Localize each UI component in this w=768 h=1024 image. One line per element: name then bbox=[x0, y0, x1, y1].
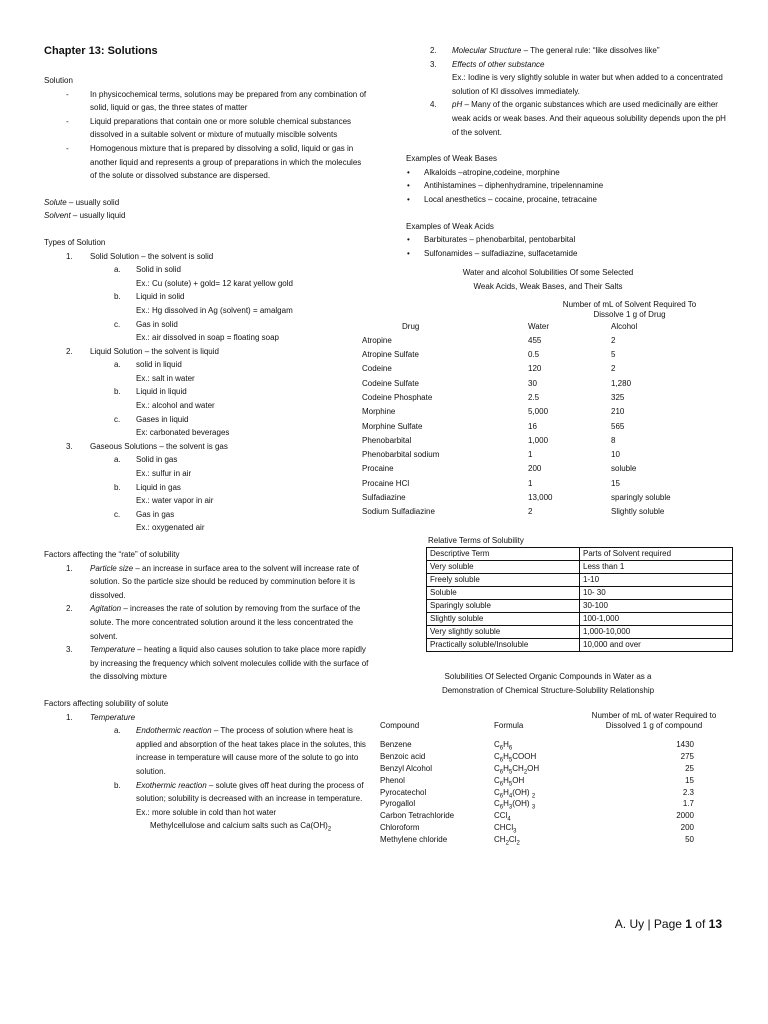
alcohol-cell: 210 bbox=[611, 407, 625, 417]
solution-list bbox=[44, 88, 369, 183]
table-row bbox=[362, 362, 731, 376]
drug-name-cell: Atropine Sulfate bbox=[362, 350, 419, 360]
right-column bbox=[362, 44, 734, 846]
column-header: Drug bbox=[402, 321, 420, 331]
ml-cell: 25 bbox=[685, 764, 694, 774]
list-item: 1. Particle size – an increase in surface area to the solvent will increase rate of solution. So the particle size should be reduced by comminution before it is dissolved. bbox=[66, 563, 360, 600]
list-item: 1. Temperature a. Endothermic reaction – The process of solution where heat is applied and absorption of the heat takes place in the solutes, this increase in temperature will cause more of the solute to go into solution. b. Exothermic reaction – solute gives off heat during the process of solution; solubility is decreased with an increase in temperature. Ex.: more soluble in cold than hot water Methylcellulose and calcium salts such as $Ca(OH)_2$ bbox=[44, 711, 369, 838]
organic-table-title: Solubilities Of Selected Organic Compounds in Water as a Demonstration of Chemical Structure-Solubility Relationship bbox=[441, 672, 655, 695]
drug-name-cell: Codeine bbox=[362, 364, 392, 374]
weak-acids-heading: Examples of Weak Acids bbox=[406, 221, 494, 231]
ml-cell: 2.3 bbox=[682, 787, 694, 797]
list-item: b. Liquid in gas Ex.: water vapor in air bbox=[114, 482, 214, 506]
page-footer: A. Uy | Page 1 of 13 bbox=[614, 917, 722, 931]
formula-cell: $CH_2Cl_2$ bbox=[494, 834, 520, 847]
table-row bbox=[362, 775, 734, 787]
water-cell: 13,000 bbox=[528, 493, 553, 503]
drug-name-cell: Sulfadiazine bbox=[362, 493, 406, 503]
parts-cell: 100-1,000 bbox=[580, 613, 733, 626]
list-item: a. Solid in solid Ex.: Cu (solute) + gold= 12 karat yellow gold bbox=[114, 265, 293, 288]
formula-cell: $C_6H_6$ bbox=[494, 740, 513, 753]
water-cell: 2 bbox=[528, 507, 533, 517]
column-header: Parts of Solvent required bbox=[580, 548, 733, 561]
drug-name-cell: Morphine bbox=[362, 407, 396, 417]
compound-cell: Methylene chloride bbox=[380, 834, 448, 844]
column-header: Descriptive Term bbox=[427, 548, 580, 561]
formula-cell: $C_6H_4(OH)$ $_2$ bbox=[494, 787, 536, 800]
compound-cell: Benzoic acid bbox=[380, 752, 426, 762]
relative-terms-title: Relative Terms of Solubility bbox=[428, 535, 524, 545]
drug-name-cell: Phenobarbital sodium bbox=[362, 450, 440, 460]
ml-cell: 15 bbox=[685, 775, 694, 785]
types-heading: Types of Solution bbox=[44, 237, 106, 247]
alcohol-cell: 325 bbox=[611, 392, 625, 402]
water-cell: 0.5 bbox=[528, 350, 540, 360]
parts-cell: 10- 30 bbox=[580, 587, 733, 600]
alcohol-cell: 1,280 bbox=[611, 378, 632, 388]
compound-cell: Benzene bbox=[380, 740, 412, 750]
compound-cell: Carbon Tetrachloride bbox=[380, 811, 455, 821]
solute-factors-list bbox=[44, 711, 369, 838]
alcohol-cell: 8 bbox=[611, 435, 616, 445]
list-item: - Homogenous mixture that is prepared by dissolving a solid, liquid or gas in another liquid and represents a group of preparations in which the molecules of the solute or dissolved substance are dispersed. bbox=[44, 142, 369, 183]
ml-cell: 1.7 bbox=[682, 799, 694, 809]
term-cell: Freely soluble bbox=[427, 574, 580, 587]
water-cell: 5,000 bbox=[528, 407, 549, 417]
term-cell: Practically soluble/Insoluble bbox=[427, 639, 580, 652]
list-item: 3. Effects of other substance Ex.: Iodine is very slightly soluble in water but when added to a concentrated solution of KI dissolves immediately. bbox=[430, 59, 723, 96]
alcohol-cell: sparingly soluble bbox=[611, 493, 671, 503]
compound-cell: Benzyl Alcohol bbox=[380, 764, 433, 774]
compound-cell: Phenol bbox=[380, 775, 405, 785]
table-row bbox=[362, 491, 731, 505]
table-row bbox=[362, 763, 734, 775]
alcohol-cell: 565 bbox=[611, 421, 625, 431]
ex-line-2: Methylcellulose and calcium salts such as $Ca(OH)_2$ bbox=[150, 821, 332, 833]
list-item: • Alkaloids –atropine,codeine, morphine bbox=[362, 166, 734, 180]
list-item: • Antihistamines – diphenhydramine, tripelennamine bbox=[362, 179, 734, 193]
solute-factors-continued bbox=[362, 44, 734, 139]
list-item: c. Gas in solid Ex.: air dissolved in soap = floating soap bbox=[114, 319, 279, 343]
list-item: 2. Molecular Structure – The general rule: “like dissolves like” bbox=[430, 46, 660, 55]
table-row bbox=[362, 348, 731, 362]
water-cell: 455 bbox=[528, 335, 542, 345]
solvent-definition: Solvent – usually liquid bbox=[44, 211, 126, 221]
table-row bbox=[427, 639, 733, 652]
formula-cell: $C_6H_5COOH$ bbox=[494, 752, 537, 764]
formula-cell: CHCl$_3$ bbox=[494, 823, 517, 835]
alcohol-cell: 15 bbox=[611, 478, 620, 488]
alcohol-cell: 5 bbox=[611, 350, 616, 360]
list-item: a. solid in liquid Ex.: salt in water bbox=[114, 360, 195, 383]
parts-cell: 10,000 and over bbox=[580, 639, 733, 652]
term-cell: Very slightly soluble bbox=[427, 626, 580, 639]
relative-terms-table bbox=[426, 547, 733, 652]
table-row bbox=[362, 448, 731, 462]
weak-acids-list bbox=[362, 233, 734, 260]
water-cell: 16 bbox=[528, 421, 537, 431]
alcohol-cell: 2 bbox=[611, 364, 616, 374]
table-row bbox=[362, 405, 731, 419]
table-row bbox=[362, 391, 731, 405]
table-row bbox=[362, 822, 734, 834]
formula-cell: CCl$_4$ bbox=[494, 811, 511, 823]
rate-heading: Factors affecting the “rate” of solubility bbox=[44, 550, 180, 559]
water-cell: 1 bbox=[528, 478, 533, 488]
term-cell: Sparingly soluble bbox=[427, 600, 580, 613]
formula-cell: $C_6H_3(OH)$ $_3$ bbox=[494, 799, 536, 812]
ml-cell: 275 bbox=[680, 752, 694, 762]
drug-table-title: Water and alcohol Solubilities Of some Selected Weak Acids, Weak Bases, and Their Salts bbox=[462, 268, 634, 291]
alcohol-cell: soluble bbox=[611, 464, 637, 474]
drug-name-cell: Procaine bbox=[362, 464, 394, 474]
list-item: b. Liquid in liquid Ex.: alcohol and water bbox=[114, 387, 215, 411]
drug-name-cell: Morphine Sulfate bbox=[362, 421, 423, 431]
list-item: a. Endothermic reaction – The process of solution where heat is applied and absorption of the heat takes place in the solutes, this increase in temperature will cause more of the solute to go into solution. bbox=[114, 726, 366, 776]
term-cell: Slightly soluble bbox=[427, 613, 580, 626]
list-item: - In physicochemical terms, solutions may be prepared from any combination of solid, liquid or gas, the three states of matter bbox=[44, 88, 369, 115]
table-row bbox=[362, 477, 731, 491]
table-row bbox=[362, 834, 734, 846]
drug-name-cell: Sodium Sulfadiazine bbox=[362, 507, 435, 517]
column-header: Water bbox=[528, 321, 550, 331]
list-item: 4. pH – Many of the organic substances which are used medicinally are either weak acids or weak bases. And their aqueous solubility depends upon the pH of the solvent. bbox=[430, 100, 726, 137]
term-cell: Very soluble bbox=[427, 561, 580, 574]
table-row bbox=[427, 600, 733, 613]
list-item: a. Solid in gas Ex.: sulfur in air bbox=[114, 455, 192, 479]
table-row bbox=[427, 561, 733, 574]
table-row bbox=[427, 613, 733, 626]
water-cell: 2.5 bbox=[528, 392, 540, 402]
drug-name-cell: Procaine HCl bbox=[362, 478, 410, 488]
compound-cell: Pyrocatechol bbox=[380, 787, 427, 797]
list-item: 2. Agitation – increases the rate of solution by removing from the surface of the solute. The more concentrated solution around it the less concentrated the solvent. bbox=[66, 604, 361, 641]
weak-bases-list bbox=[362, 166, 734, 207]
parts-cell: 1-10 bbox=[580, 574, 733, 587]
table-row bbox=[362, 334, 731, 348]
water-cell: 120 bbox=[528, 364, 542, 374]
formula-cell: $C_6H_5CH_2OH$ bbox=[494, 764, 540, 776]
term-cell: Soluble bbox=[427, 587, 580, 600]
list-item: 2. Liquid Solution – the solvent is liquid a. solid in liquid Ex.: salt in water b. Liquid in liquid Ex.: alcohol and water c. Gases in liquid Ex: carbonated beverages bbox=[44, 345, 369, 440]
solute-factors-heading: Factors affecting solubility of solute bbox=[44, 698, 169, 708]
alcohol-cell: Slightly soluble bbox=[611, 507, 665, 517]
list-item: b. Liquid in solid Ex.: Hg dissolved in Ag (solvent) = amalgam bbox=[114, 292, 293, 315]
ml-cell: 50 bbox=[685, 834, 694, 844]
column-header: Number of mL of water Required to Dissolved 1 g of compound bbox=[591, 711, 717, 731]
water-cell: 1 bbox=[528, 450, 533, 460]
table-row bbox=[362, 787, 734, 799]
table-row bbox=[362, 505, 731, 519]
types-list bbox=[44, 250, 369, 535]
organic-solubility-table bbox=[362, 711, 734, 845]
list-item: c. Gases in liquid Ex: carbonated beverages bbox=[114, 414, 230, 438]
drug-name-cell: Codeine Phosphate bbox=[362, 392, 433, 402]
table-row bbox=[362, 739, 734, 751]
parts-cell: 1,000-10,000 bbox=[580, 626, 733, 639]
formula-cell: $C_6H_5OH$ bbox=[494, 775, 525, 788]
solution-heading: Solution bbox=[44, 76, 73, 85]
list-item: b. Exothermic reaction – solute gives off heat during the process of solution; solubility is decreased with an increase in temperature. Ex.: more soluble in cold than hot water Methylcellulose and calcium salts such as $Ca(OH)_2$ bbox=[90, 779, 369, 838]
list-item: c. Gas in gas Ex.: oxygenated air bbox=[114, 509, 205, 533]
drug-name-cell: Phenobarbital bbox=[362, 435, 412, 445]
list-item: - Liquid preparations that contain one or more soluble chemical substances dissolved in a suitable solvent or mixture of mutually miscible solvents bbox=[44, 115, 369, 142]
table-row bbox=[362, 434, 731, 448]
alcohol-cell: 10 bbox=[611, 450, 620, 460]
drug-name-cell: Atropine bbox=[362, 335, 392, 345]
water-cell: 30 bbox=[528, 378, 537, 388]
column-header: Compound bbox=[380, 720, 420, 730]
ml-cell: 200 bbox=[680, 823, 694, 833]
alcohol-cell: 2 bbox=[611, 335, 616, 345]
list-item: 3. Gaseous Solutions – the solvent is gas a. Solid in gas Ex.: sulfur in air b. Liquid in gas Ex.: water vapor in air c. Gas in gas Ex.: oxygenated air bbox=[44, 440, 369, 535]
water-cell: 1,000 bbox=[528, 435, 549, 445]
compound-cell: Pyrogallol bbox=[380, 799, 416, 809]
compound-cell: Chloroform bbox=[380, 823, 420, 833]
chapter-title: Chapter 13: Solutions bbox=[44, 45, 158, 57]
table-row bbox=[427, 626, 733, 639]
list-item: • Local anesthetics – cocaine, procaine, tetracaine bbox=[362, 193, 734, 207]
rate-list bbox=[44, 562, 369, 684]
column-header: Formula bbox=[494, 720, 524, 730]
list-item: 1. Solid Solution – the solvent is solid a. Solid in solid Ex.: Cu (solute) + gold= 12 karat yellow gold b. Liquid in solid Ex.: Hg dissolved in Ag (solvent) = amalgam c. Gas in solid Ex.: air dissolved in soap = floating soap bbox=[44, 250, 369, 345]
table-row bbox=[362, 751, 734, 763]
table-row bbox=[362, 798, 734, 810]
table-row bbox=[362, 810, 734, 822]
parts-cell: Less than 1 bbox=[580, 561, 733, 574]
ml-cell: 1430 bbox=[676, 740, 694, 750]
table-row bbox=[427, 587, 733, 600]
solute-definition: Solute – usually solid bbox=[44, 197, 120, 207]
water-cell: 200 bbox=[528, 464, 542, 474]
drug-name-cell: Codeine Sulfate bbox=[362, 378, 419, 388]
list-item: • Sulfonamides – sulfadiazine, sulfacetamide bbox=[362, 247, 734, 261]
table-row bbox=[362, 377, 731, 391]
column-header: Alcohol bbox=[611, 321, 638, 331]
group-header: Number of mL of Solvent Required To Dissolve 1 g of Drug bbox=[562, 299, 697, 319]
table-row bbox=[362, 420, 731, 434]
table-row bbox=[362, 462, 731, 476]
ml-cell: 2000 bbox=[676, 811, 694, 821]
weak-bases-heading: Examples of Weak Bases bbox=[406, 154, 498, 164]
list-item: 3. Temperature – heating a liquid also causes solution to take place more rapidly by increasing the frequency which solvent molecules collide with the surface of the dissolving mixture bbox=[66, 645, 369, 682]
list-item: • Barbiturates – phenobarbital, pentobarbital bbox=[362, 233, 734, 247]
table-row bbox=[427, 574, 733, 587]
drug-solubility-table bbox=[362, 300, 731, 520]
left-column bbox=[44, 44, 369, 837]
parts-cell: 30-100 bbox=[580, 600, 733, 613]
